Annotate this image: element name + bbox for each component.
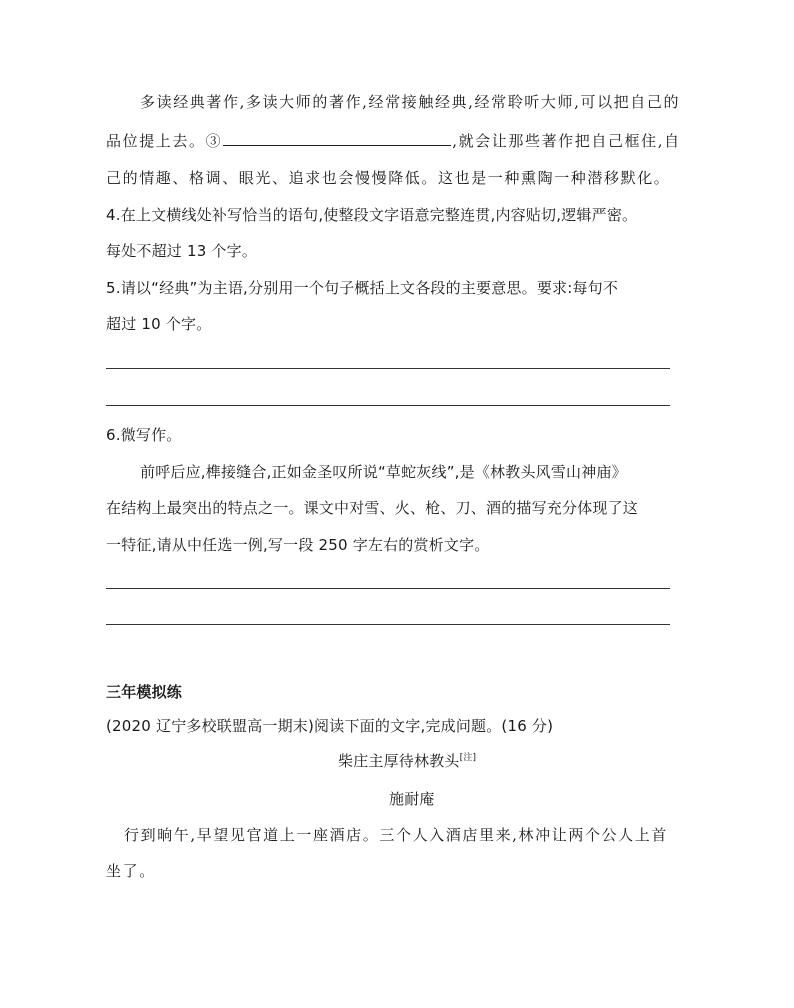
- question-6-line-3: 一特征,请从中任选一例,写一段 250 字左右的赏析文字。: [106, 536, 490, 554]
- article-title: [338, 751, 476, 771]
- passage-line-2-before: 品位提上去。③: [106, 132, 223, 150]
- section-instruction: (2020 辽宁多校联盟高一期末)阅读下面的文字,完成问题。(16 分): [106, 717, 554, 735]
- question-4-line-2: 每处不超过 13 个字。: [106, 242, 258, 260]
- answer-line-5b[interactable]: [106, 405, 670, 406]
- article-title-note: [注]: [459, 753, 477, 763]
- passage-line-2-after: ,就会让那些著作把自己框住,自: [452, 132, 681, 150]
- question-5-line-1: 5.请以“经典”为主语,分别用一个句子概括上文各段的主要意思。要求:每句不: [106, 279, 619, 297]
- article-author: 施耐庵: [389, 790, 435, 808]
- section-heading: 三年模拟练: [106, 683, 183, 701]
- answer-blank-3[interactable]: [223, 131, 451, 146]
- article-line-1: 行到晌午,早望见官道上一座酒店。三个人入酒店里来,林冲让两个公人上首: [124, 826, 668, 844]
- passage-line-2: [106, 131, 681, 151]
- answer-line-6a[interactable]: [106, 588, 670, 589]
- question-6-title: 6.微写作。: [106, 426, 182, 444]
- article-line-2: 坐了。: [106, 862, 156, 880]
- passage-line-1: 多读经典著作,多读大师的著作,经常接触经典,经常聆听大师,可以把自己的: [140, 93, 681, 111]
- question-4-line-1: 4.在上文横线处补写恰当的语句,使整段文字语意完整连贯,内容贴切,逻辑严密。: [106, 206, 638, 224]
- answer-line-6b[interactable]: [106, 624, 670, 625]
- passage-line-3: 己的情趣、格调、眼光、追求也会慢慢降低。这也是一种熏陶一种潜移默化。: [106, 169, 671, 187]
- question-5-line-2: 超过 10 个字。: [106, 315, 212, 333]
- article-title-text: 柴庄主厚待林教头: [338, 752, 460, 770]
- question-6-line-2: 在结构上最突出的特点之一。课文中对雪、火、枪、刀、酒的描写充分体现了这: [106, 499, 639, 517]
- answer-line-5a[interactable]: [106, 368, 670, 369]
- question-6-line-1: 前呼后应,榫接缝合,正如金圣叹所说“草蛇灰线”,是《林教头风雪山神庙》: [140, 463, 627, 481]
